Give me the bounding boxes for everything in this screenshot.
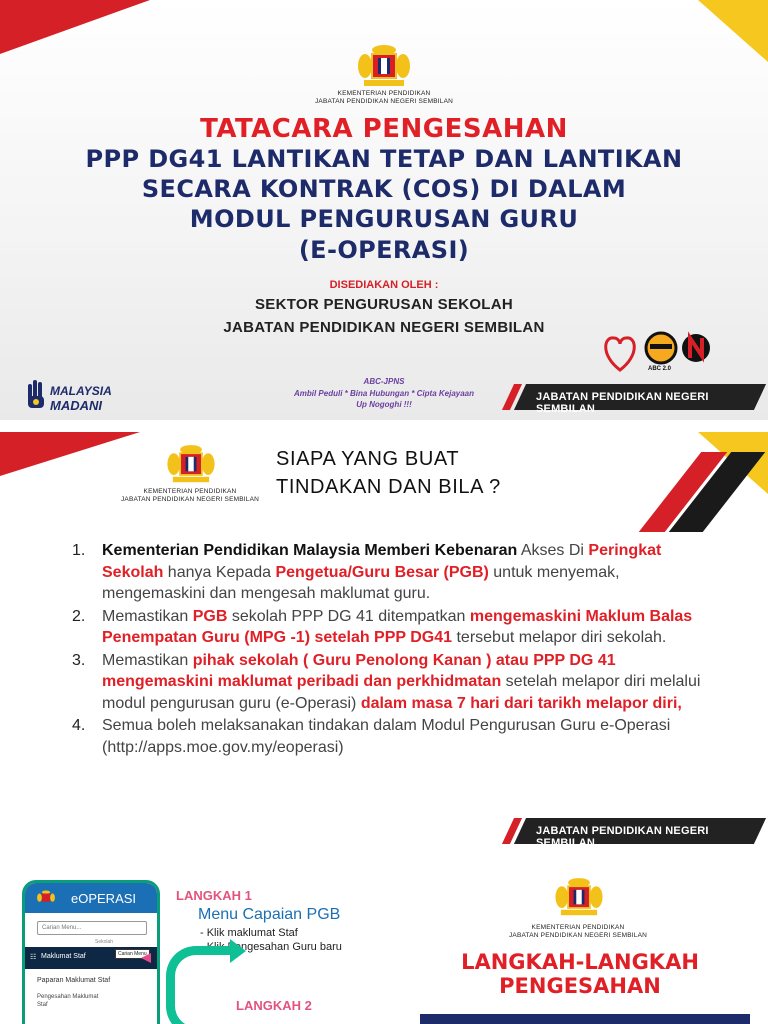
list-item	[72, 606, 712, 649]
text-red: pihak sekolah ( Guru Penolong Kanan ) atau PPP DG 41 mengemaskini maklumat peribadi dan perkhidmatan	[102, 651, 616, 690]
ministry-line2: JABATAN PENDIDIKAN NEGERI SEMBILAN	[314, 98, 454, 105]
ministry-line2: JABATAN PENDIDIKAN NEGERI SEMBILAN	[120, 496, 260, 503]
madani-text-2: MADANI	[50, 398, 102, 413]
slide2-title-2: TINDAKAN DAN BILA ?	[276, 476, 501, 498]
text: hanya Kepada	[163, 563, 276, 581]
text-red: mengemaskini Maklum Balas Penempatan Guru (MPG -1) setelah PPP DG41	[102, 607, 693, 646]
crest-icon	[352, 44, 416, 90]
jpns-banner-text: JABATAN PENDIDIKAN NEGERI SEMBILAN	[536, 825, 709, 849]
title-line-4: (E-OPERASI)	[298, 236, 470, 264]
ministry-line1: KEMENTERIAN PENDIDIKAN	[337, 90, 431, 97]
text-red: Peringkat Sekolah	[102, 542, 662, 581]
list-number: 1.	[72, 542, 86, 559]
text-red: dalam masa 7 hari dari tarikh melapor diri,	[360, 694, 682, 712]
menu-item-paparan[interactable]: Paparan Maklumat Staf	[37, 977, 111, 984]
crest-icon	[550, 876, 608, 920]
jpns-banner-text: JABATAN PENDIDIKAN NEGERI SEMBILAN	[536, 391, 709, 415]
list-item	[72, 540, 712, 605]
menu-popup: Carian Menu	[115, 949, 150, 959]
text: Semua boleh melaksanakan tindakan dalam Modul Pengurusan Guru e-Operasi (http://apps.moe.gov.my/eoperasi)	[102, 717, 671, 756]
decor-yellow-triangle	[698, 0, 768, 62]
abc-jpns-label: ABC-JPNS	[363, 377, 405, 386]
slide-who-acts	[0, 432, 768, 854]
action-list	[72, 540, 712, 759]
menu-label: Maklumat Staf	[41, 953, 86, 960]
text-red: PGB	[192, 607, 228, 625]
phone-search-sub: Sekolah	[95, 939, 114, 945]
crest-icon	[162, 444, 220, 486]
text: sekolah PPP DG 41 ditempatkan	[227, 607, 470, 625]
slide2-title-1: SIAPA YANG BUAT	[276, 448, 460, 470]
text: Akses Di	[517, 542, 589, 559]
phone-header	[25, 883, 157, 913]
title-red: TATACARA PENGESAHAN	[200, 114, 568, 144]
steps-title-2: PENGESAHAN	[499, 974, 661, 998]
ministry-label	[284, 90, 484, 106]
abc-motto-2: Up Nogoghi !!!	[356, 400, 412, 409]
menu-item-pengesahan-2: Staf	[37, 1002, 48, 1008]
text: Memastikan	[102, 607, 193, 625]
text: tersebut melapor diri sekolah.	[452, 629, 667, 646]
bullet-1: - Klik maklumat Staf	[200, 927, 298, 939]
decor-red-triangle	[0, 0, 150, 54]
navy-bar	[420, 1014, 750, 1024]
ministry-line1: KEMENTERIAN PENDIDIKAN	[531, 924, 625, 931]
slide-steps	[0, 866, 768, 1024]
list-number: 2.	[72, 607, 86, 625]
ministry-line2: JABATAN PENDIDIKAN NEGERI SEMBILAN	[508, 932, 648, 939]
eoperasi-phone-mockup	[22, 880, 160, 1024]
text: Memastikan	[102, 651, 193, 669]
menu-item-pengesahan[interactable]	[37, 993, 98, 1009]
decor-red-triangle	[0, 432, 140, 476]
text: untuk menyemak, mengemaskini dan mengesah maklumat guru.	[102, 563, 620, 602]
flow-loop-connector	[166, 946, 232, 1024]
sector-line-1: SEKTOR PENGURUSAN SEKOLAH	[254, 296, 514, 313]
bullet-2: - Klik Pengesahan Guru baru	[200, 941, 342, 953]
langkah-1-label: LANGKAH 1	[176, 888, 252, 903]
ministry-label	[478, 924, 678, 940]
ministry-label	[90, 488, 290, 504]
ministry-line1: KEMENTERIAN PENDIDIKAN	[143, 488, 237, 495]
abc-logos-icon	[600, 330, 720, 380]
title-line-1: PPP DG41 LANTIKAN TETAP DAN LANTIKAN	[85, 145, 683, 173]
flow-arrow-icon	[230, 939, 246, 963]
list-number: 4.	[72, 717, 86, 734]
abc-motto-1: Ambil Peduli * Bina Hubungan * Cipta Kejayaan	[293, 389, 475, 398]
text: setelah melapor diri melalui modul pengurusan guru (e-Operasi)	[102, 673, 701, 712]
menu-item-maklumat-staf[interactable]	[25, 947, 157, 969]
madani-text-1: MALAYSIA	[50, 384, 112, 398]
menu-item-pengesahan-1: Pengesahan Maklumat	[37, 994, 99, 1000]
menu-capaian-title: Menu Capaian PGB	[198, 906, 341, 923]
menu-search-input[interactable]: Carian Menu...	[37, 921, 147, 935]
text-red: Pengetua/Guru Besar (PGB)	[275, 563, 489, 581]
slide-title	[0, 0, 768, 420]
list-item	[72, 715, 712, 758]
title-line-3: MODUL PENGURUSAN GURU	[189, 205, 579, 233]
list-number: 3.	[72, 651, 86, 669]
abc-badge: ABC 2.0	[648, 366, 672, 372]
list-item	[72, 650, 712, 715]
text-bold: Kementerian Pendidikan Malaysia Memberi Kebenaran	[102, 542, 518, 559]
crest-icon	[35, 888, 57, 908]
steps-title-1: LANGKAH-LANGKAH	[461, 950, 699, 974]
phone-app-title: eOPERASI	[71, 891, 137, 906]
pink-arrow-icon	[141, 953, 151, 963]
title-line-2: SECARA KONTRAK (COS) DI DALAM	[141, 175, 627, 203]
menu-icon: ☷	[30, 954, 37, 961]
langkah-2-label: LANGKAH 2	[236, 998, 312, 1013]
prepared-by: DISEDIAKAN OLEH :	[329, 279, 439, 291]
sector-line-2: JABATAN PENDIDIKAN NEGERI SEMBILAN	[223, 319, 545, 336]
